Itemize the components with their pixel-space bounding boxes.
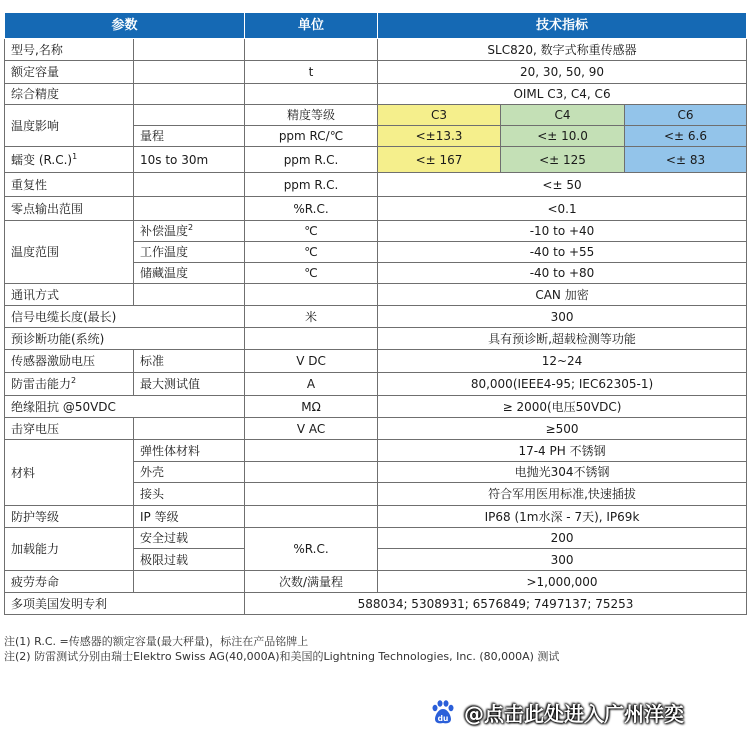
row-value: OIML C3, C4, C6 (378, 84, 747, 105)
header-param: 参数 (5, 13, 245, 39)
row-label: 温度影响 (5, 105, 134, 147)
table-row (5, 350, 747, 373)
row-sublabel: 标准 (134, 350, 245, 373)
row-value: 具有预诊断,超载检测等功能 (378, 328, 747, 350)
row-value: 12~24 (378, 350, 747, 373)
row-label: 防雷击能力$^2$ (5, 373, 134, 396)
row-unit: V AC (245, 418, 378, 440)
row-value: -10 to +40 (378, 221, 747, 242)
table-row (5, 173, 747, 197)
row-sublabel: 安全过载 (134, 528, 245, 549)
row-label: 预诊断功能(系统) (5, 328, 245, 350)
row-sublabel: 量程 (134, 126, 245, 147)
table-row (5, 593, 747, 615)
row-unit: 精度等级 (245, 105, 378, 126)
row-sublabel: 外壳 (134, 462, 245, 483)
row-label: 多项美国发明专利 (5, 593, 245, 615)
row-value: 符合军用医用标准,快速插拔 (378, 483, 747, 506)
row-value: IP68 (1m水深 - 7天), IP69k (378, 506, 747, 528)
row-value: ≥500 (378, 418, 747, 440)
row-unit: t (245, 61, 378, 84)
row-value: 200 (378, 528, 747, 549)
row-sublabel: 储藏温度 (134, 263, 245, 284)
row-sublabel: 弹性体材料 (134, 440, 245, 462)
table-row (5, 284, 747, 306)
grade-c4: C4 (501, 105, 625, 126)
row-label: 型号,名称 (5, 39, 134, 61)
header-unit: 单位 (245, 13, 378, 39)
row-unit: ℃ (245, 263, 378, 284)
row-value: 电抛光304不锈钢 (378, 462, 747, 483)
row-sublabel: 极限过载 (134, 549, 245, 571)
row-value: ≥ 2000(电压50VDC) (378, 396, 747, 418)
row-value: -40 to +55 (378, 242, 747, 263)
header-spec: 技术指标 (378, 13, 747, 39)
footnotes (4, 634, 559, 664)
row-value: 300 (378, 306, 747, 328)
row-unit: %R.C. (245, 197, 378, 221)
watermark[interactable] (430, 697, 684, 727)
row-label: 加载能力 (5, 528, 134, 571)
value-c6: <± 83 (625, 147, 747, 173)
watermark-link[interactable]: @点击此处进入广州洋奕 (464, 701, 684, 726)
table-row (5, 506, 747, 528)
row-value: <0.1 (378, 197, 747, 221)
row-value: 80,000(IEEE4-95; IEC62305-1) (378, 373, 747, 396)
table-header-row (5, 13, 747, 39)
row-label: 击穿电压 (5, 418, 134, 440)
footnote-2: 注(2) 防雷测试分别由瑞士Elektro Swiss AG(40,000A)和美国的Lightning Technologies, Inc. (80,000A) 测试 (4, 650, 560, 663)
row-unit: ℃ (245, 242, 378, 263)
row-value: 588034; 5308931; 6576849; 7497137; 75253 (245, 593, 747, 615)
row-unit: 米 (245, 306, 378, 328)
row-value: <± 50 (378, 173, 747, 197)
row-unit: MΩ (245, 396, 378, 418)
table-row (5, 396, 747, 418)
row-sublabel: IP 等级 (134, 506, 245, 528)
logo-text: du (437, 714, 449, 723)
row-label: 材料 (5, 440, 134, 506)
row-unit: A (245, 373, 378, 396)
row-value: 20, 30, 50, 90 (378, 61, 747, 84)
table-row (5, 105, 747, 126)
row-label: 温度范围 (5, 221, 134, 284)
row-label: 信号电缆长度(最长) (5, 306, 245, 328)
row-label: 额定容量 (5, 61, 134, 84)
row-label: 传感器激励电压 (5, 350, 134, 373)
value-c4: <± 125 (501, 147, 625, 173)
row-label: 重复性 (5, 173, 134, 197)
row-sublabel: 最大测试值 (134, 373, 245, 396)
grade-c3: C3 (378, 105, 501, 126)
row-sublabel: 补偿温度$^2$ (134, 221, 245, 242)
grade-c6: C6 (625, 105, 747, 126)
baidu-du-paw-icon (430, 699, 456, 725)
row-value: >1,000,000 (378, 571, 747, 593)
table-row (5, 147, 747, 173)
value-c6: <± 6.6 (625, 126, 747, 147)
row-unit: ppm R.C. (245, 173, 378, 197)
table-row (5, 39, 747, 61)
table-row (5, 418, 747, 440)
value-c4: <± 10.0 (501, 126, 625, 147)
row-unit: V DC (245, 350, 378, 373)
table-row (5, 373, 747, 396)
table-row (5, 440, 747, 462)
row-unit: ℃ (245, 221, 378, 242)
row-label: 绝缘阻抗 @50VDC (5, 396, 245, 418)
footnote-1: 注(1) R.C. =传感器的额定容量(最大秤量)，标注在产品铭牌上 (4, 635, 309, 648)
row-value: 17-4 PH 不锈钢 (378, 440, 747, 462)
row-unit: ppm R.C. (245, 147, 378, 173)
row-value: SLC820, 数字式称重传感器 (378, 39, 747, 61)
row-unit: ppm RC/℃ (245, 126, 378, 147)
table-row (5, 571, 747, 593)
table-row (5, 528, 747, 549)
table-row (5, 221, 747, 242)
row-label: 零点输出范围 (5, 197, 134, 221)
value-c3: <± 167 (378, 147, 501, 173)
spec-table (4, 12, 747, 615)
row-sublabel: 接头 (134, 483, 245, 506)
table-row (5, 306, 747, 328)
table-row (5, 197, 747, 221)
row-label: 防护等级 (5, 506, 134, 528)
table-row (5, 61, 747, 84)
table-row (5, 328, 747, 350)
table-row (5, 84, 747, 105)
value-c3: <±13.3 (378, 126, 501, 147)
row-value: -40 to +80 (378, 263, 747, 284)
row-unit: 次数/满量程 (245, 571, 378, 593)
row-label: 疲劳寿命 (5, 571, 134, 593)
row-label: 蠕变 $(R.C.)^1$ (5, 147, 134, 173)
row-label: 综合精度 (5, 84, 134, 105)
row-value: CAN 加密 (378, 284, 747, 306)
row-sublabel: 工作温度 (134, 242, 245, 263)
row-unit: %R.C. (245, 528, 378, 571)
row-sublabel: 10s to 30m (134, 147, 245, 173)
row-label: 通讯方式 (5, 284, 134, 306)
row-value: 300 (378, 549, 747, 571)
